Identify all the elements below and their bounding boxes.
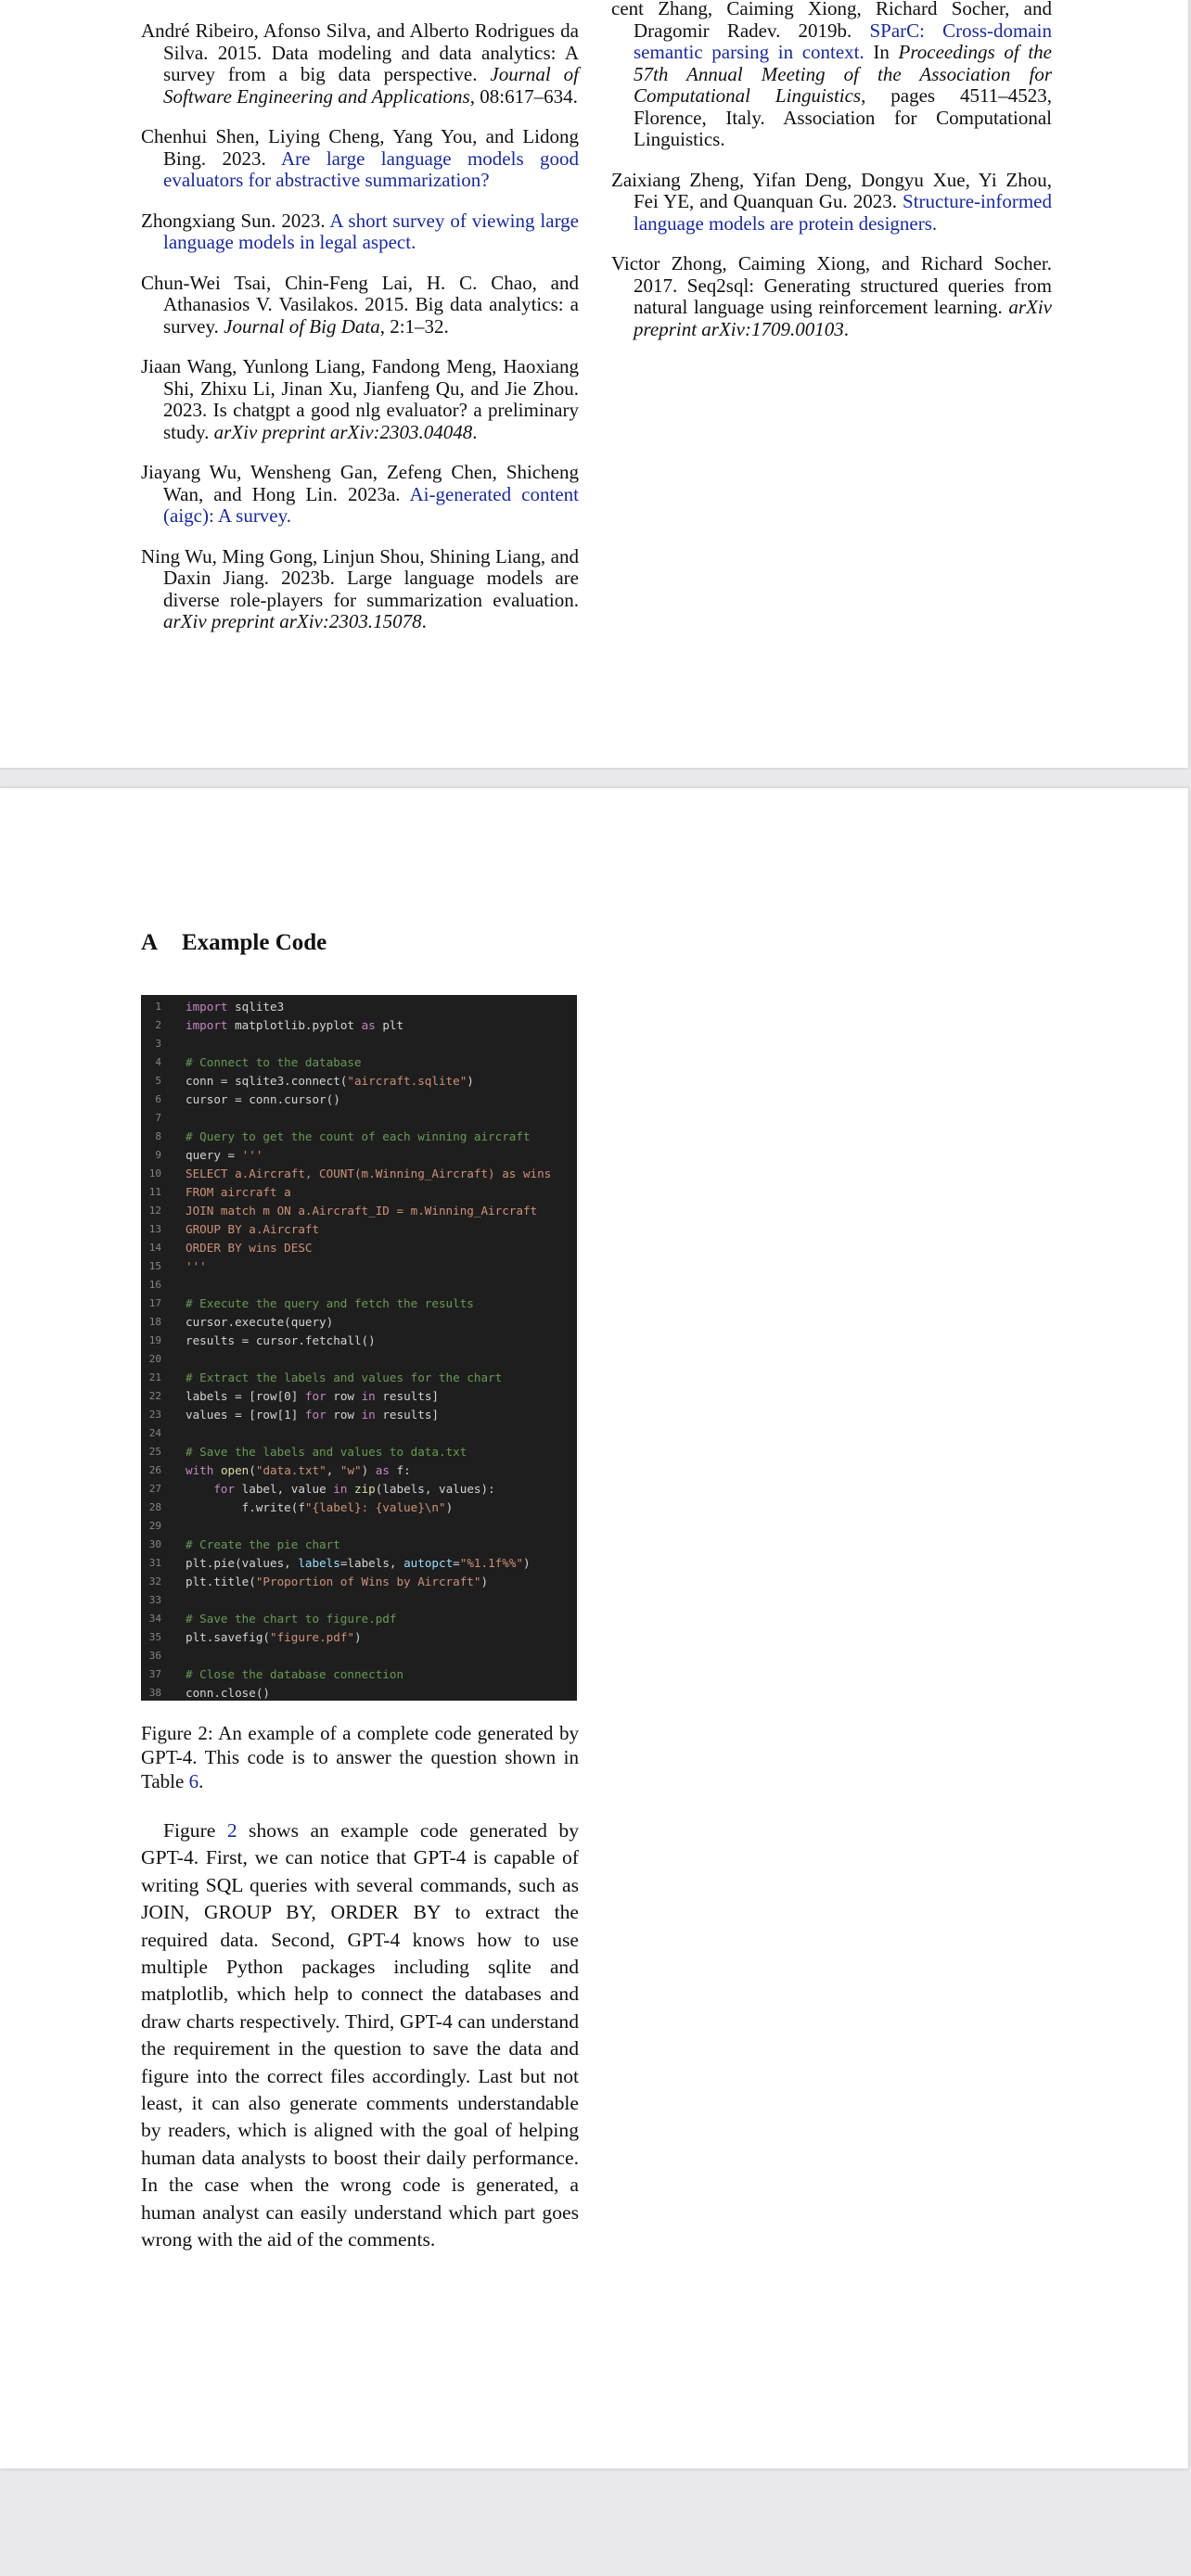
reference-text: . [421,610,427,632]
code-line [141,1294,577,1313]
code-line [141,1480,577,1498]
code-line [141,1424,577,1443]
code-line [141,1573,577,1591]
line-number: 9 [155,1149,161,1161]
line-number: 29 [148,1520,161,1532]
line-number: 13 [148,1223,161,1235]
code-text: SELECT a.Aircraft, COUNT(m.Winning_Aircraft) as wins [186,1167,552,1180]
code-line [141,1684,577,1702]
code-line [141,1406,577,1424]
reference-text: André Ribeiro, Afonso Silva, and Alberto Rodrigues da Silva. 2015. Data modeling and data analytics: A survey from a big data perspective. [141,19,579,85]
code-text: values = [row[1] for row in results] [186,1408,439,1422]
line-number: 22 [148,1390,161,1402]
caption-text: Figure 2: An example of a complete code generated by GPT-4. This code is to answer the question shown in Table [141,1722,579,1792]
page-2 [0,788,1188,2468]
reference-text: arXiv preprint arXiv:2303.15078 [163,610,422,632]
code-text: labels = [row[0] for row in results] [186,1389,439,1403]
line-number: 6 [155,1093,161,1105]
line-number: 8 [155,1130,161,1142]
code-line [141,1202,577,1220]
reference-entry [141,356,579,443]
reference-text: . [472,420,478,443]
reference-entry [141,20,579,108]
code-line [141,1332,577,1350]
line-number: 33 [148,1594,161,1606]
line-number: 25 [148,1446,161,1458]
code-text: for label, value in zip(labels, values): [213,1482,495,1496]
code-text: plt.savefig("figure.pdf") [186,1630,362,1644]
code-text: with open("data.txt", "w") as f: [186,1463,411,1477]
reference-link[interactable]: SParC: Cross-domain semantic parsing in context. [634,19,1052,63]
reference-text: Zhongxiang Sun. 2023. [141,209,330,232]
reference-entry [141,126,579,192]
references-left-column [141,20,579,652]
code-text: # Save the labels and values to data.txt [186,1445,467,1459]
code-line [141,1090,577,1109]
code-line [141,1276,577,1294]
code-text: # Execute the query and fetch the results [186,1296,474,1310]
code-line [141,1443,577,1461]
code-line [141,1350,577,1369]
reference-text: Journal of Software Engineering and Applications [163,63,579,108]
code-line [141,1461,577,1480]
code-line [141,1628,577,1647]
reference-text: , 2:1–32. [379,314,449,338]
code-line [141,1128,577,1146]
reference-entry [611,170,1052,236]
code-text: cursor.execute(query) [186,1315,334,1329]
reference-entry [141,546,579,633]
figure-caption [141,1721,579,1793]
code-line [141,1387,577,1406]
code-line [141,1517,577,1536]
reference-text: Jiaan Wang, Yunlong Liang, Fandong Meng, Haoxiang Shi, Zhixu Li, Jinan Xu, Jianfeng Qu, and Jie Zhou. 2023. Is chatgpt a good nlg evaluator? a preliminary study. [141,355,579,443]
code-text: ''' [186,1259,207,1273]
reference-entry [611,0,1052,151]
line-number: 26 [148,1464,161,1476]
code-text: f.write(f"{label}: {value}\n") [186,1500,454,1514]
reference-text: In [864,41,899,63]
code-line [141,1257,577,1276]
line-number: 28 [148,1501,161,1513]
line-number: 19 [148,1334,161,1346]
figure-link[interactable]: 2 [226,1819,237,1842]
code-text: query = ''' [186,1148,263,1162]
line-number: 17 [148,1297,161,1309]
code-text: GROUP BY a.Aircraft [186,1222,320,1236]
line-number: 34 [148,1613,161,1625]
code-line [141,1536,577,1554]
reference-text: , 08:617–634. [469,84,578,108]
code-line [141,1554,577,1573]
references-right-column [611,0,1052,359]
table-link[interactable]: 6 [188,1770,199,1792]
section-number: A [141,930,159,955]
code-line [141,1109,577,1128]
code-line [141,1239,577,1257]
line-number: 1 [155,1001,161,1013]
line-number: 2 [155,1019,161,1031]
line-number: 12 [148,1205,161,1217]
line-number: 10 [148,1167,161,1180]
code-line [141,1183,577,1202]
code-line [141,1220,577,1239]
reference-link[interactable]: Structure-informed language models are protein designers. [634,190,1052,235]
reference-entry [141,462,579,528]
code-text: # Save the chart to figure.pdf [186,1612,397,1626]
reference-text: . [843,317,849,340]
code-text: plt.pie(values, labels=labels, autopct="%1.1f%%") [186,1556,531,1570]
reference-text: Victor Zhong, Caiming Xiong, and Richard Socher. 2017. Seq2sql: Generating structured queries from natural language using reinforcement learning. [611,252,1052,318]
paragraph-start: Figure [163,1819,227,1842]
code-text: ORDER BY wins DESC [186,1241,313,1255]
reference-text: Proceedings of the 57th Annual Meeting of the Association for Computational Linguistics [634,41,1052,107]
line-number: 37 [148,1668,161,1680]
reference-text: Chun-Wei Tsai, Chin-Feng Lai, H. C. Chao, and Athanasios V. Vasilakos. 2015. Big data analytics: a survey. [141,271,579,338]
code-text: # Query to get the count of each winning aircraft [186,1129,531,1143]
page-1 [0,0,1188,768]
line-number: 24 [148,1427,161,1439]
code-text: # Create the pie chart [186,1537,340,1551]
reference-entry [611,253,1052,340]
line-number: 20 [148,1353,161,1365]
reference-text: arXiv preprint arXiv:2303.04048 [213,420,473,443]
line-number: 30 [148,1538,161,1550]
code-line [141,1498,577,1517]
code-text: FROM aircraft a [186,1185,291,1199]
code-line [141,1146,577,1165]
reference-text: Ning Wu, Ming Gong, Linjun Shou, Shining Liang, and Daxin Jiang. 2023b. Large language models are diverse role-players for summarization evaluation. [141,544,579,611]
reference-entry [141,210,579,254]
line-number: 35 [148,1631,161,1643]
reference-text: cent Zhang, Caiming Xiong, Richard Socher, and Dragomir Radev. 2019b. [611,0,1052,42]
code-line [141,1053,577,1072]
line-number: 4 [155,1056,161,1068]
paragraph-text: shows an example code generated by GPT-4. First, we can notice that GPT-4 is capable of writing SQL queries with several commands, such as JOIN, GROUP BY, ORDER BY to extract the required data. Second, GPT-4 knows how to use multiple Python packages including sqlite and matplotlib, which help to connect the databases and draw charts respectively. Third, GPT-4 can understand the requirement in the question to save the data and figure into the correct files accordingly. Last but not least, it can also generate comments understandable by readers, which is aligned with the goal of helping human data analysts to boost their daily performance. In the case when the wrong code is generated, a human analyst can easily understand which part goes wrong with the aid of the comments. [141,1819,579,2251]
line-number: 16 [148,1279,161,1291]
reference-text: Journal of Big Data [224,314,380,338]
code-text: results = cursor.fetchall() [186,1333,376,1347]
reference-entry [141,273,579,338]
reference-text: arXiv preprint arXiv:1709.00103 [634,296,1052,340]
line-number: 38 [148,1687,161,1699]
code-line [141,1369,577,1387]
code-text: # Extract the labels and values for the chart [186,1371,503,1384]
code-line [141,1313,577,1332]
line-number: 31 [148,1557,161,1569]
code-text: JOIN match m ON a.Aircraft_ID = m.Winning_Aircraft [186,1204,538,1218]
code-line [141,1647,577,1665]
section-heading [141,930,327,956]
line-number: 7 [155,1112,161,1124]
body-paragraph [141,1817,579,2254]
code-text: import sqlite3 [186,1000,285,1014]
reference-text: Zaixiang Zheng, Yifan Deng, Dongyu Xue, Yi Zhou, Fei YE, and Quanquan Gu. 2023. [611,168,1052,212]
code-line [141,1165,577,1183]
line-number: 21 [148,1371,161,1384]
caption-end: . [198,1770,204,1792]
code-text: # Connect to the database [186,1055,362,1069]
line-number: 15 [148,1260,161,1272]
line-number: 11 [148,1186,161,1198]
code-block [141,995,577,1701]
line-number: 3 [155,1038,161,1050]
line-number: 5 [155,1075,161,1087]
reference-link[interactable]: Are large language models good evaluators for abstractive summarization? [163,147,580,191]
line-number: 32 [148,1575,161,1588]
reference-text: Jiayang Wu, Wensheng Gan, Zefeng Chen, Shicheng Wan, and Hong Lin. 2023a. [141,461,579,505]
line-number: 23 [148,1409,161,1421]
code-text: # Close the database connection [186,1667,404,1681]
code-line [141,1610,577,1628]
reference-text: , pages 4511–4523, Florence, Italy. Association for Computational Linguistics. [634,84,1052,150]
code-text: import matplotlib.pyplot as plt [186,1018,404,1032]
reference-text: Chenhui Shen, Liying Cheng, Yang You, and Lidong Bing. 2023. [141,125,579,170]
code-line [141,1035,577,1053]
code-text: plt.title("Proportion of Wins by Aircraft") [186,1575,489,1588]
line-number: 18 [148,1316,161,1328]
code-line [141,1072,577,1090]
line-number: 27 [148,1483,161,1495]
code-line [141,1016,577,1035]
code-text: conn = sqlite3.connect("aircraft.sqlite") [186,1074,474,1088]
code-line [141,1665,577,1684]
line-number: 14 [148,1242,161,1254]
section-title: Example Code [182,930,327,955]
code-line [141,998,577,1016]
code-line [141,1591,577,1610]
code-text: cursor = conn.cursor() [186,1092,340,1106]
code-text: conn.close() [186,1686,270,1700]
reference-link[interactable]: Ai-generated content (aigc): A survey. [163,482,579,527]
reference-link[interactable]: A short survey of viewing large language models in legal aspect. [163,209,579,253]
line-number: 36 [148,1650,161,1662]
